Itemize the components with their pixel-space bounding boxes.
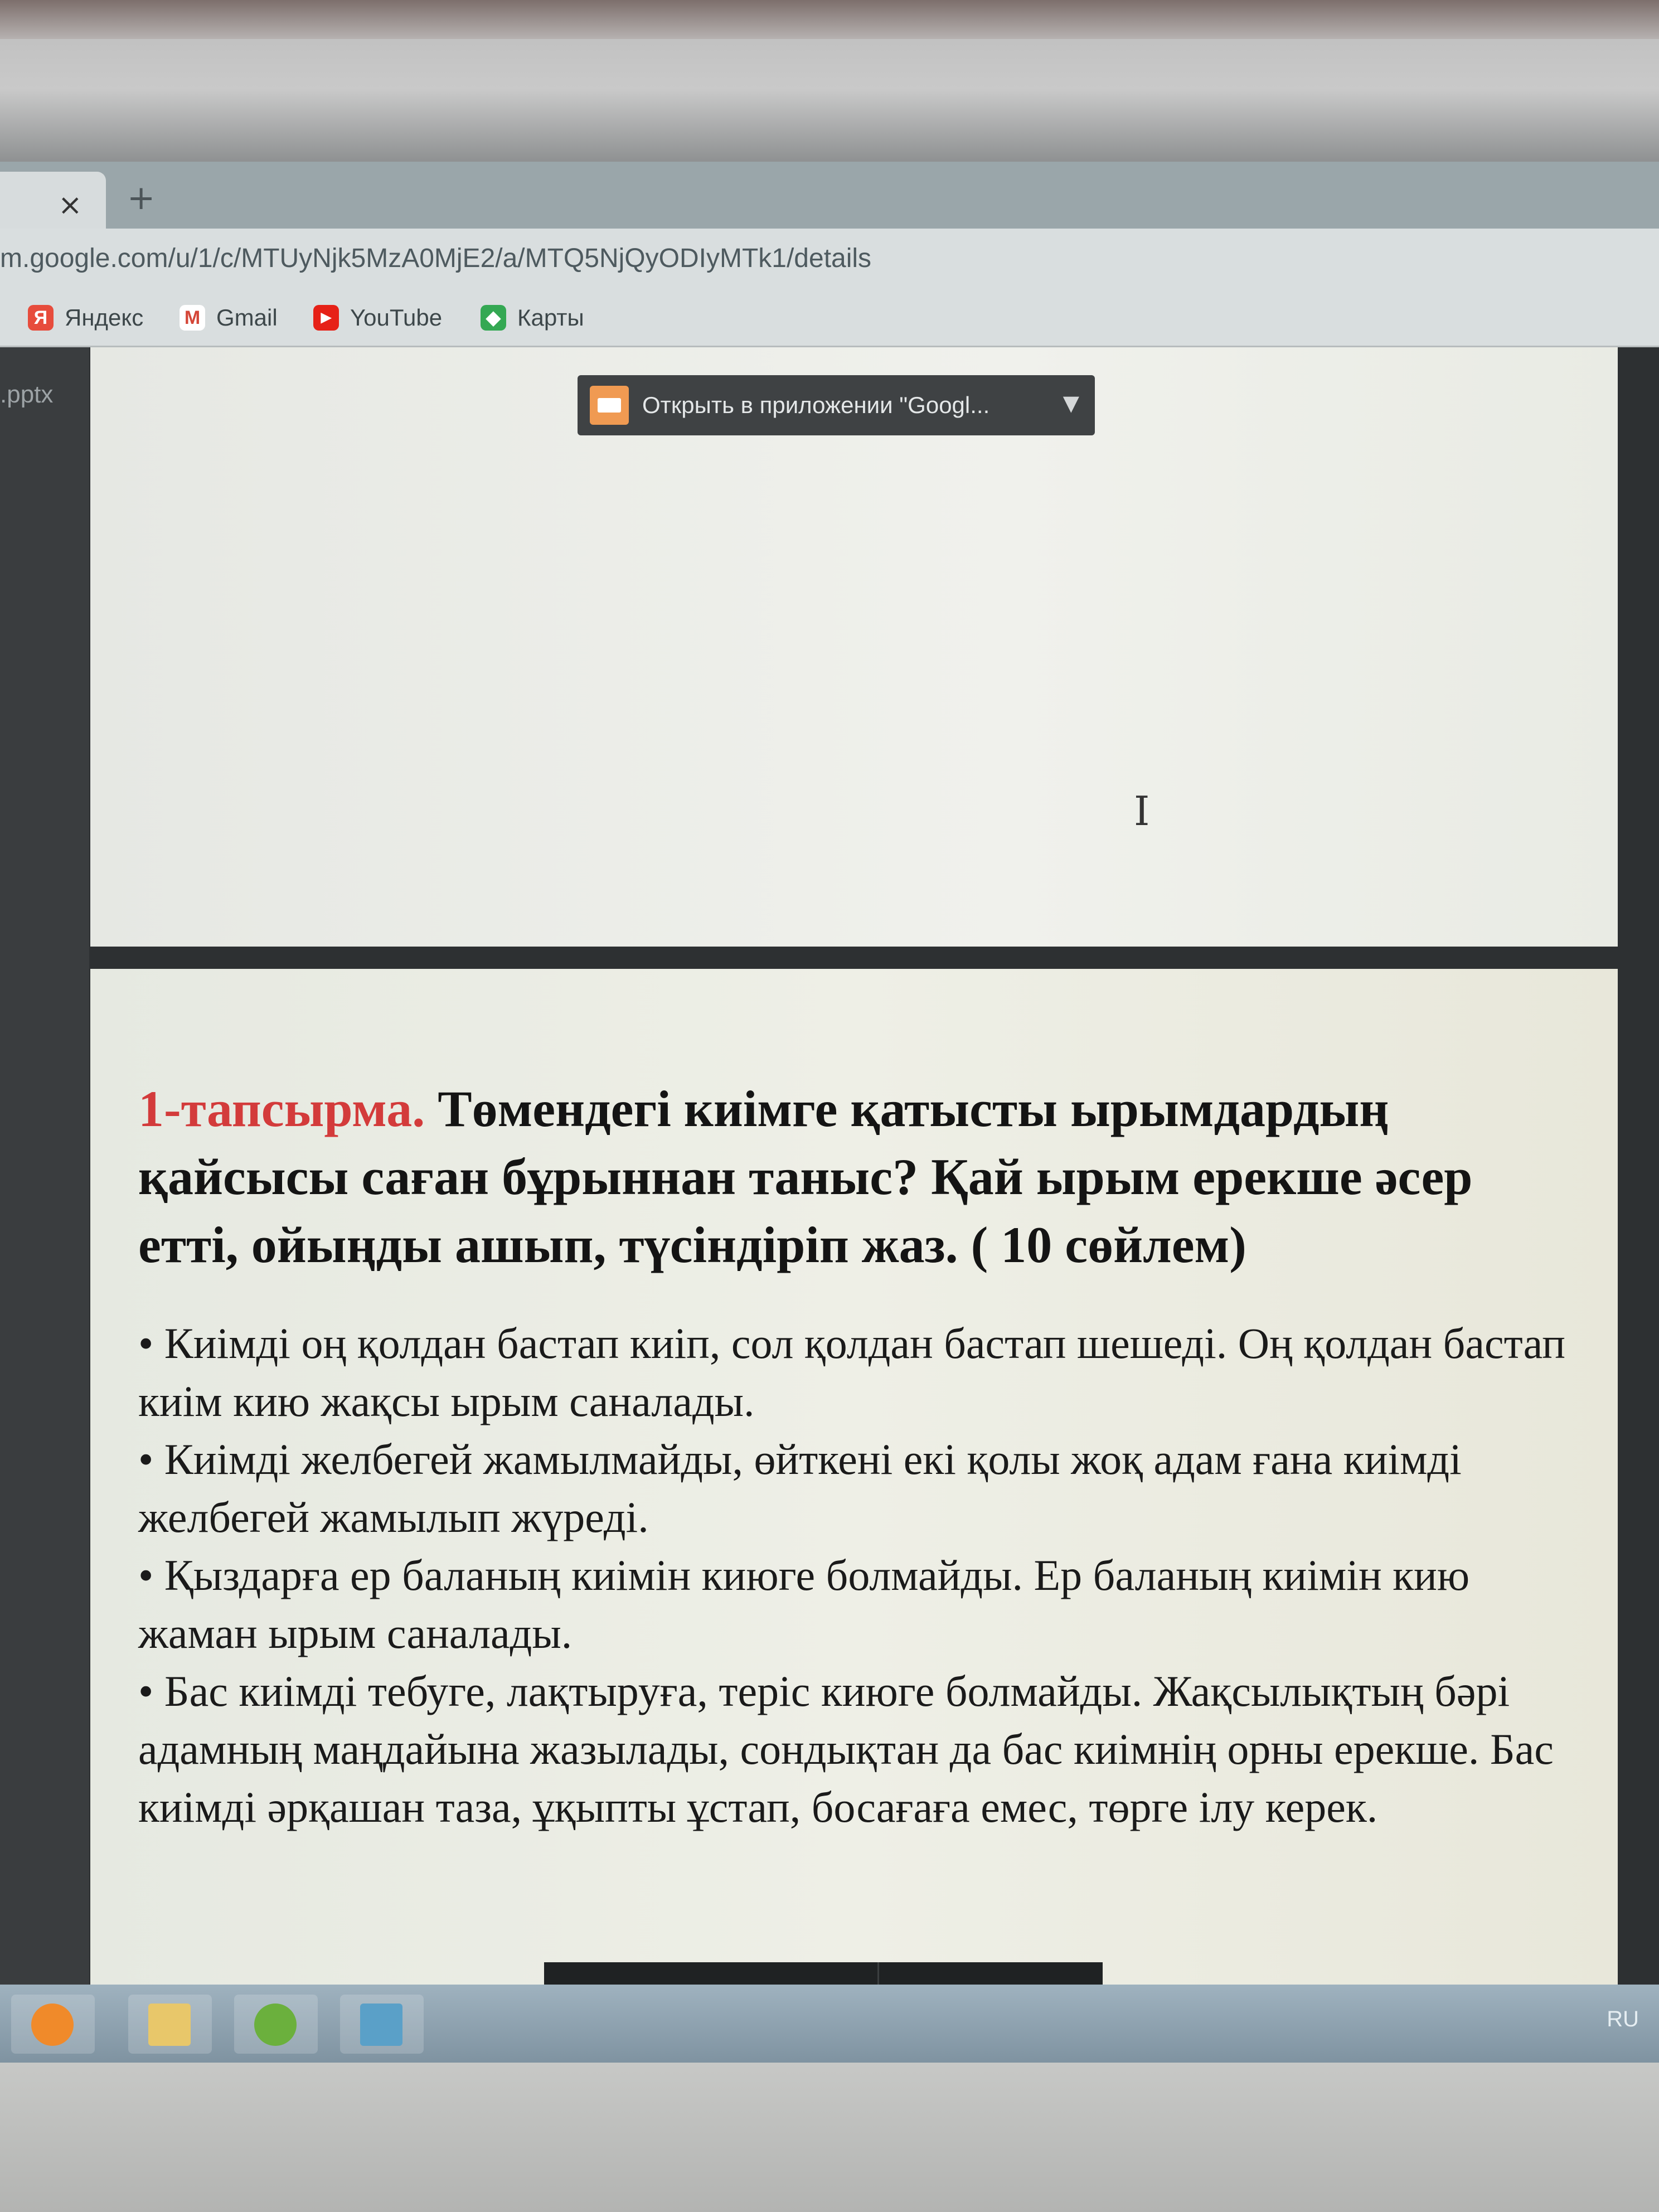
- bookmark-maps[interactable]: [481, 302, 584, 333]
- text-cursor: I: [1134, 788, 1150, 835]
- bullet-item: • Киімді желбегей жамылмайды, өйткені екі қолы жоқ адам ғана киімді желбегей жамылып жүреді.: [138, 1435, 1462, 1541]
- control-panel-icon: [360, 2004, 402, 2046]
- slide-2: [90, 969, 1618, 1989]
- bookmark-label: Gmail: [216, 304, 278, 331]
- monitor-bezel-top: [0, 0, 1659, 162]
- task-heading: [138, 1075, 1565, 1279]
- youtube-icon: ▶: [313, 305, 339, 331]
- taskbar: [0, 1985, 1659, 2063]
- background-object: [0, 0, 1659, 39]
- open-in-app-label: Открыть в приложении "Googl...: [642, 392, 990, 418]
- gmail-icon: M: [180, 305, 205, 331]
- address-bar[interactable]: m.google.com/u/1/c/MTUyNjk5MzA0MjE2/a/MTQ5NjQyODIyMTk1/details: [0, 244, 872, 273]
- browser-tab[interactable]: [0, 172, 106, 229]
- file-explorer-icon: [148, 2004, 191, 2046]
- slide-1: [90, 347, 1618, 947]
- monitor-bezel-bottom: [0, 2063, 1659, 2212]
- tab-strip: [0, 162, 1659, 229]
- bullet-list: [138, 1314, 1576, 1836]
- open-in-app-button[interactable]: [578, 375, 1095, 435]
- document-viewer: [0, 347, 1659, 2063]
- file-name: .pptx: [0, 381, 54, 408]
- task-text: Төмендегі киімге қатысты ырымдардың қайсысы саған бұрыннан таныс? Қай ырым ерекше әсер етті, ойыңды ашып, түсіндіріп жаз. ( 10 сөйлем): [138, 1080, 1473, 1273]
- maps-icon: ◆: [481, 305, 506, 331]
- taskbar-file-explorer[interactable]: [128, 1995, 212, 2054]
- media-player-icon: [31, 2004, 74, 2046]
- bookmark-label: Яндекс: [65, 304, 144, 331]
- yandex-icon: Я: [28, 305, 54, 331]
- new-tab-button[interactable]: +: [127, 178, 156, 217]
- taskbar-media-player[interactable]: [11, 1995, 95, 2054]
- close-tab-icon[interactable]: ×: [58, 188, 83, 222]
- language-indicator[interactable]: RU: [1607, 2007, 1639, 2031]
- bookmark-label: Карты: [517, 304, 584, 331]
- google-slides-icon: [590, 386, 629, 425]
- monitor-screen: [0, 162, 1659, 2063]
- bookmark-label: YouTube: [350, 304, 443, 331]
- taskbar-control-panel[interactable]: [340, 1995, 424, 2054]
- taskbar-utorrent[interactable]: [234, 1995, 318, 2054]
- address-toolbar: [0, 229, 1659, 290]
- bookmarks-bar: [0, 290, 1659, 347]
- utorrent-icon: [254, 2004, 297, 2046]
- bookmark-yandex[interactable]: [28, 302, 143, 333]
- bullet-item: • Киімді оң қолдан бастап киіп, сол қолдан бастап шешеді. Оң қолдан бастап киім кию жақсы ырым саналады.: [138, 1319, 1565, 1425]
- bookmark-youtube[interactable]: [313, 302, 442, 333]
- side-panel: [0, 347, 89, 2063]
- bookmark-gmail[interactable]: [180, 302, 278, 333]
- chevron-down-icon[interactable]: ▼: [1063, 391, 1079, 415]
- bullet-item: • Бас киімді тебуге, лақтыруға, теріс киюге болмайды. Жақсылықтың бәрі адамның маңдайына жазылады, сондықтан да бас киімнің орны ерекше. Бас киімді әрқашан таза, ұқыпты ұстап, босағаға емес, төрге ілу керек.: [138, 1667, 1554, 1831]
- bullet-item: • Қыздарға ер баланың киімін киюге болмайды. Ер баланың киімін кию жаман ырым саналады.: [138, 1551, 1470, 1657]
- task-label: 1-тапсырма.: [138, 1080, 425, 1137]
